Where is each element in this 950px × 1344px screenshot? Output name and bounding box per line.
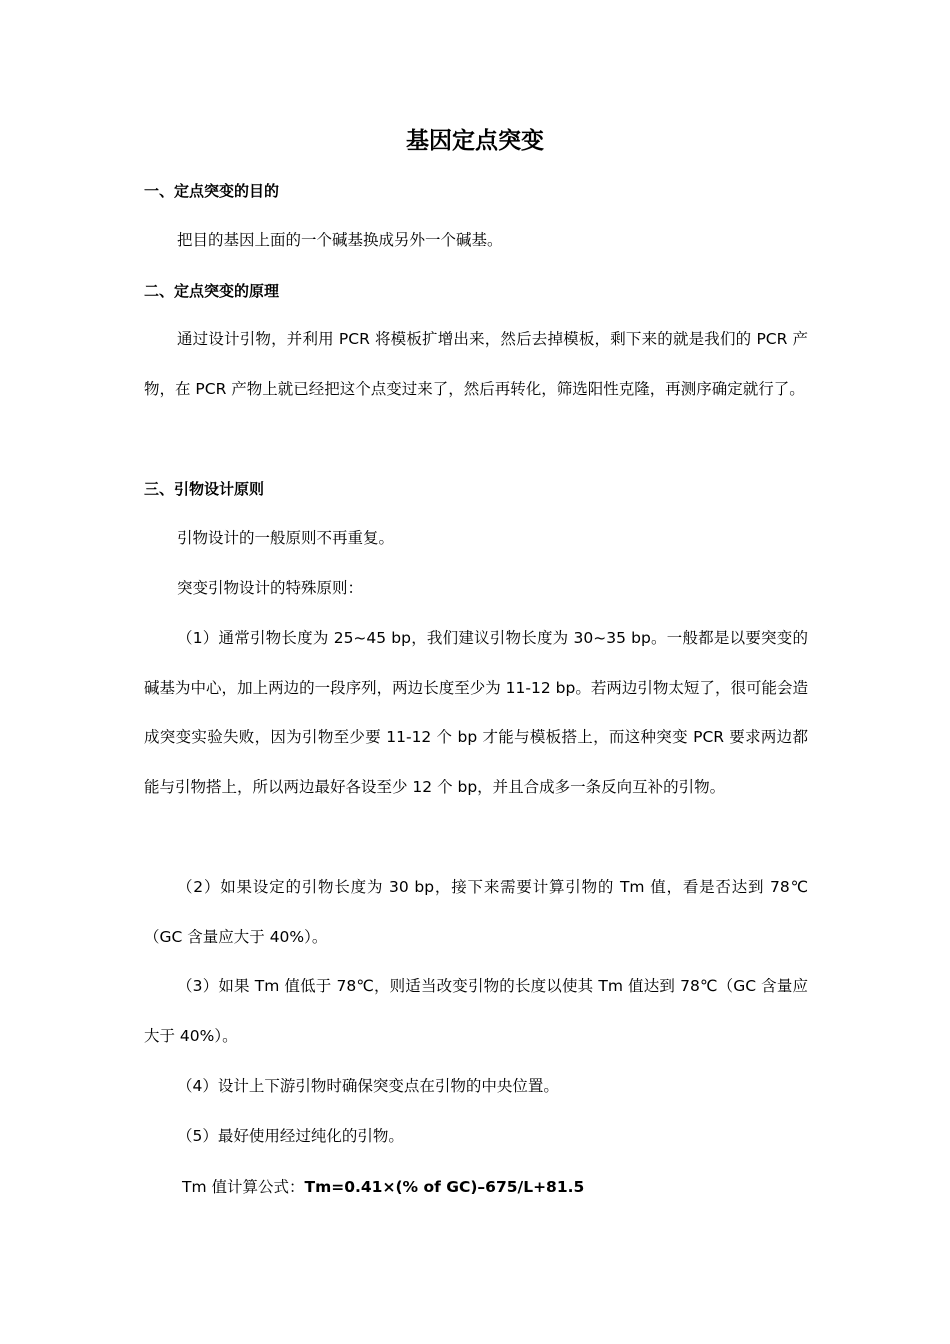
rule-1-paragraph: （1）通常引物长度为 25~45 bp，我们建议引物长度为 30~35 bp。一般都是以要突变的碱基为中心，加上两边的一段序列，两边长度至少为 11-12 bp。若两边引物太短了，很可能会造成突变实验失败，因为引物至少要 11-12 个 bp 才能与模板搭上，而这种突变 PCR 要求两边都能与引物搭上，所以两边最好各设至少 12 个 bp，并且合成多一条反向互补的引物。 <box>144 629 808 797</box>
section-3-paragraph-special: 突变引物设计的特殊原则： <box>177 579 364 597</box>
rule-5-paragraph: （5）最好使用经过纯化的引物。 <box>177 1127 404 1145</box>
rule-2-paragraph: （2）如果设定的引物长度为 30 bp，接下来需要计算引物的 Tm 值，看是否达到 78℃（GC 含量应大于 40%）。 <box>144 878 808 946</box>
section-2-paragraph: 通过设计引物，并利用 PCR 将模板扩增出来，然后去掉模板，剩下来的就是我们的 PCR 产物，在 PCR 产物上就已经把这个点变过来了，然后再转化，筛选阳性克隆，再测序确定就行了。 <box>144 330 808 398</box>
document-title: 基因定点突变 <box>406 128 544 154</box>
section-1-paragraph: 把目的基因上面的一个碱基换成另外一个碱基。 <box>177 231 503 249</box>
section-1-heading: 一、定点突变的目的 <box>144 182 280 200</box>
section-3-paragraph-general: 引物设计的一般原则不再重复。 <box>177 529 395 547</box>
tm-formula-label: Tm 值计算公式： <box>182 1178 305 1196</box>
rule-4-paragraph: （4）设计上下游引物时确保突变点在引物的中央位置。 <box>177 1077 559 1095</box>
section-3-heading: 三、引物设计原则 <box>144 480 265 498</box>
section-2-heading: 二、定点突变的原理 <box>144 282 280 300</box>
tm-formula-expression: Tm=0.41×(% of GC)–675/L+81.5 <box>304 1178 585 1196</box>
rule-3-paragraph: （3）如果 Tm 值低于 78℃，则适当改变引物的长度以使其 Tm 值达到 78℃（GC 含量应大于 40%）。 <box>144 977 808 1045</box>
tm-formula <box>182 1175 584 1199</box>
